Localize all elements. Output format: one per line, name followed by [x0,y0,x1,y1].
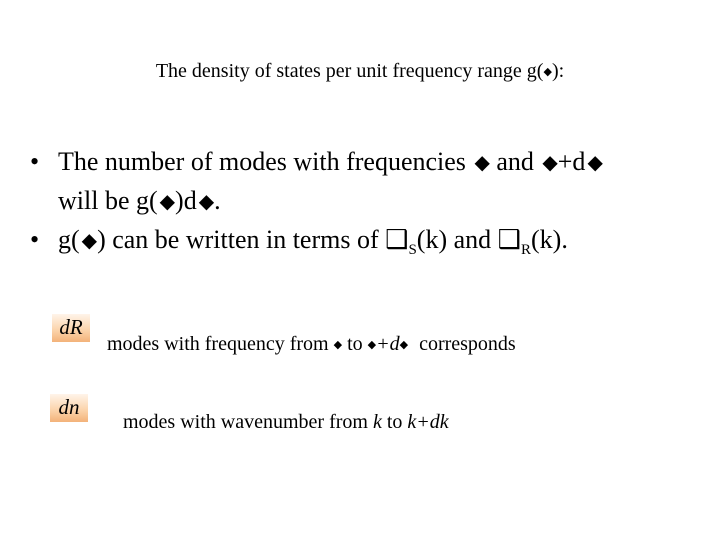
wavenumber-line [123,411,449,434]
bullet-marker: • [30,225,40,254]
omega-symbol: ◆ [543,66,552,78]
frequency-plus-d: +d [376,333,400,355]
omega-symbol: ◆ [333,339,343,351]
k-start: k [372,411,382,433]
bullet-item-modes [28,143,708,221]
bullet-text-g: g( [58,225,80,254]
wavenumber-to: to [386,411,403,433]
title-end: ): [551,60,565,82]
frequency-corresponds: corresponds [419,333,516,355]
omega-symbol: ◆ [399,339,409,351]
wavenumber-text: modes with wavenumber from [123,411,368,433]
subscript-s: S [408,242,417,258]
title-text: The density of states per unit frequency range g( [155,60,544,82]
omega-symbol: ◆ [474,152,490,174]
omega-symbol: ◆ [587,152,603,174]
omega-symbol: ◆ [159,191,176,213]
bullet-item-terms [28,221,708,269]
bullet-marker: • [30,147,40,176]
slide-title [0,60,720,83]
square-symbol: ❑ [385,225,409,254]
omega-symbol: ◆ [542,152,558,174]
bullet-period: . [214,186,221,215]
square-symbol: ❑ [497,225,521,254]
k-term-1: (k) [416,225,448,254]
bullet-text-2a: will be g( [58,186,158,215]
omega-symbol: ◆ [367,339,377,351]
bullet-text-terms: ) can be written in terms of [97,225,379,254]
dn-equation-box: dn [50,394,88,422]
dr-equation-box: dR [52,314,90,342]
bullet-and: and [496,147,534,176]
k-term-2: (k). [531,225,568,254]
bullet-and-2: and [453,225,492,254]
bullet-text-1: The number of modes with frequencies [58,147,466,176]
frequency-line [107,333,516,356]
k-end: k+dk [407,411,449,433]
frequency-to: to [347,333,363,355]
bullet-list [28,143,708,269]
bullet-text-2b: )d [175,186,197,215]
subscript-r: R [520,242,531,258]
omega-symbol: ◆ [81,230,98,252]
frequency-text: modes with frequency from [107,333,329,355]
bullet-plus-d: +d [557,147,586,176]
omega-symbol: ◆ [198,191,215,213]
